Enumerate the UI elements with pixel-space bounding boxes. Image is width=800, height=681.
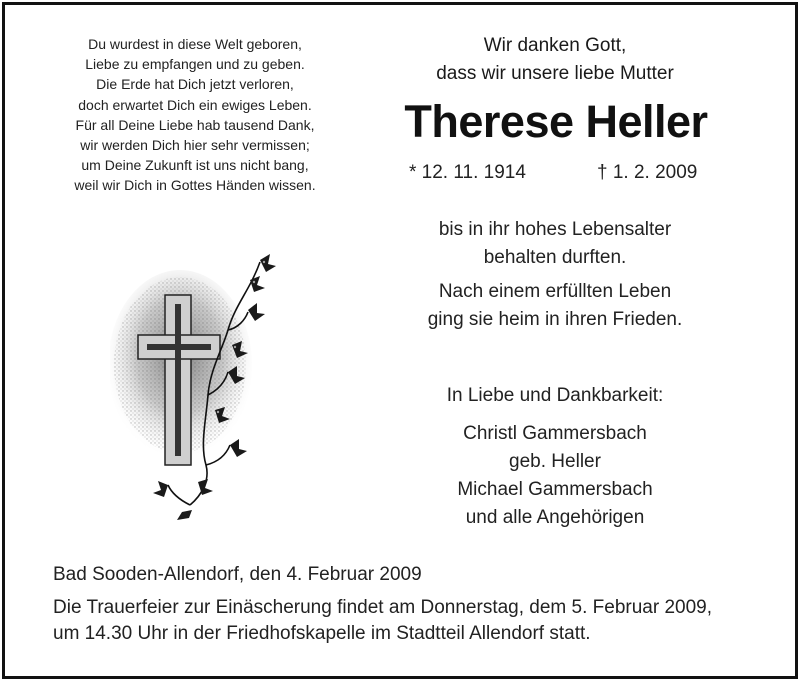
mourner-name: Michael Gammersbach [457,479,653,500]
poem-line: Für all Deine Liebe hab tausend Dank, [75,116,315,133]
poem-line: Du wurdest in diese Welt geboren, [88,36,302,52]
death-date: † 1. 2. 2009 [597,162,698,183]
ceremony-line-1: Die Trauerfeier zur Einäscherung findet am Donnerstag, dem 5. Februar 2009, [53,597,713,618]
poem-line: weil wir Dich in Gottes Händen wissen. [74,177,316,194]
text-line: Nach einem erfüllten Leben [438,281,672,302]
cross-with-ivy-icon [110,250,280,520]
intro-text [390,32,720,88]
text-block-age [390,216,720,272]
love-line: In Liebe und Dankbarkeit: [446,385,664,406]
poem-line: um Deine Zukunft ist uns nicht bang, [81,157,309,174]
text-line: bis in ihr hohes Lebensalter [438,219,672,240]
text-line: behalten durften. [483,247,627,268]
ceremony-line-2: um 14.30 Uhr in der Friedhofskapelle im Stadtteil Allendorf statt. [53,623,591,644]
text-block-peace [390,278,720,334]
poem-line: Liebe zu empfangen und zu geben. [85,56,305,73]
mourner-name: geb. Heller [509,451,601,472]
mourner-name: Christl Gammersbach [463,423,647,444]
mourners-list [390,420,720,532]
intro-line-2: dass wir unsere liebe Mutter [436,63,674,84]
birth-date: * 12. 11. 1914 [409,162,526,183]
poem-line: wir werden Dich hier sehr vermissen; [80,137,310,154]
place-date: Bad Sooden-Allendorf, den 4. Februar 2009 [53,564,422,585]
intro-line-1: Wir danken Gott, [483,35,627,56]
poem [38,34,352,196]
poem-line: Die Erde hat Dich jetzt verloren, [96,76,294,93]
mourner-name: und alle Angehörigen [465,507,645,528]
poem-line: doch erwartet Dich ein ewiges Leben. [78,96,312,113]
deceased-name: Therese Heller [404,96,708,147]
text-line: ging sie heim in ihren Frieden. [427,309,683,330]
